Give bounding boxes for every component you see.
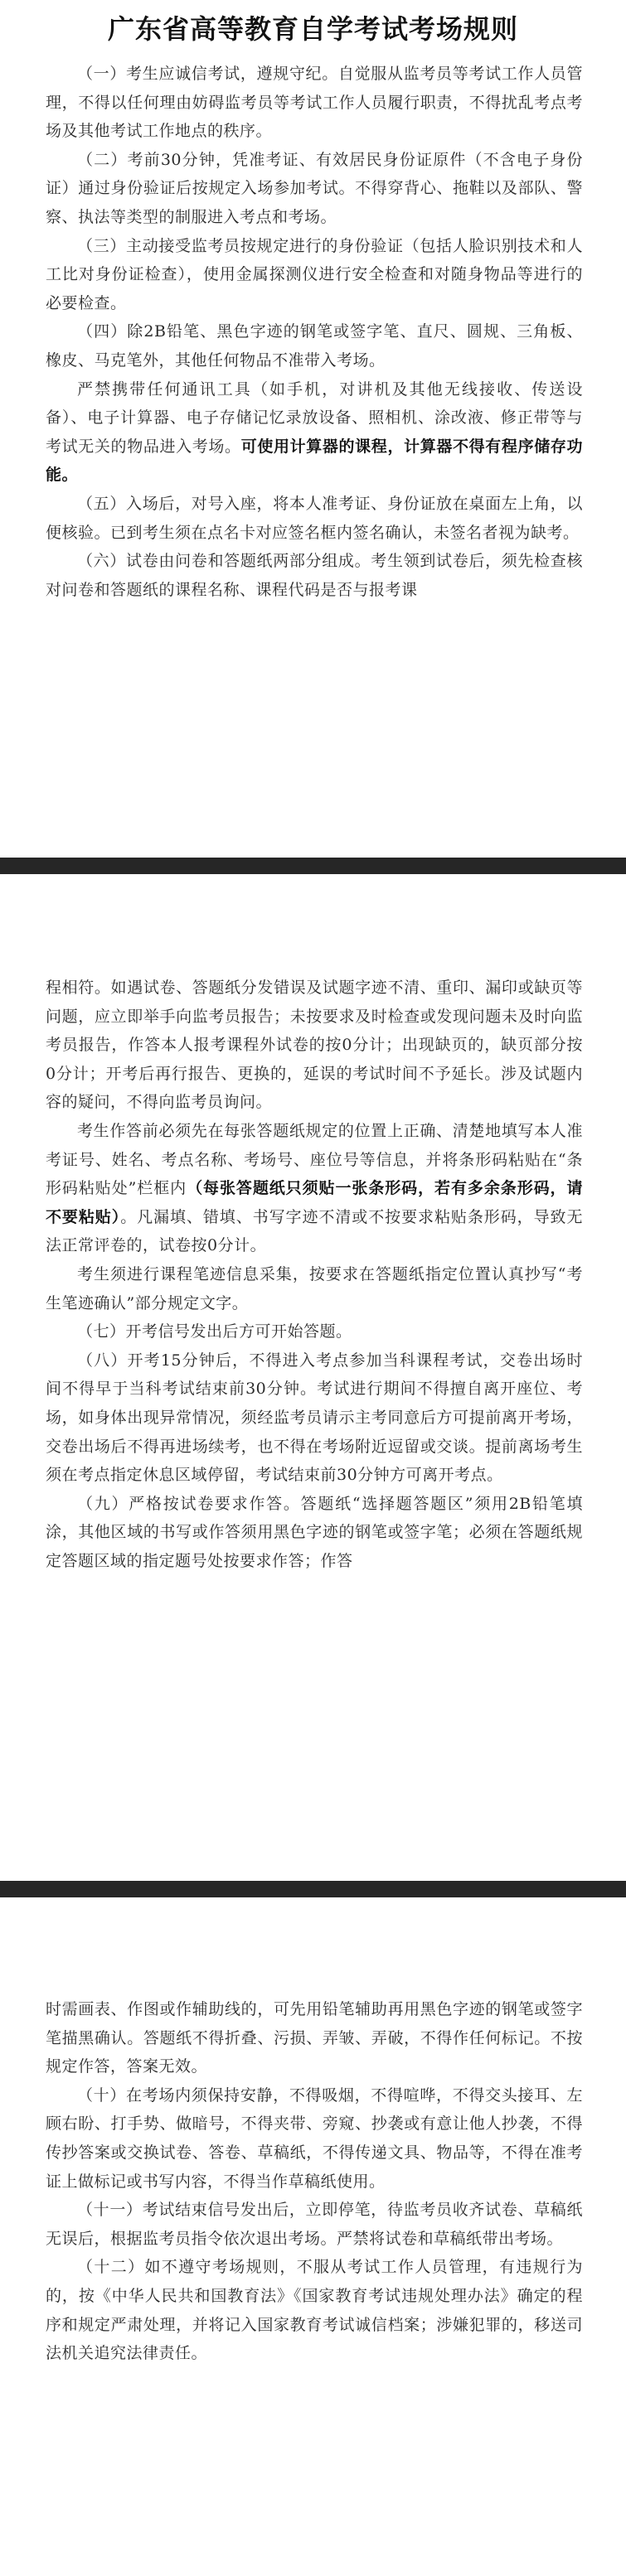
page-section-3 <box>0 1897 626 2576</box>
paragraph <box>46 1260 583 1317</box>
paragraph <box>46 2253 583 2367</box>
page-section-2 <box>0 874 626 1881</box>
paragraph <box>46 1346 583 1490</box>
paragraph <box>46 232 583 318</box>
text-run: （三）主动接受监考员按规定进行的身份验证（包括人脸识别技术和人工比对身份证检查），使用金属探测仪进行安全检查和对随身物品等进行的必要检查。 <box>46 236 583 312</box>
page-divider <box>0 1881 626 1897</box>
paragraph <box>46 60 583 146</box>
text-run: （六）试卷由问卷和答题纸两部分组成。考生领到试卷后，须先检查核对问卷和答题纸的课程名称、课程代码是否与报考课 <box>46 552 583 599</box>
text-run: （一）考生应诚信考试，遵规守纪。自觉服从监考员等考试工作人员管理，不得以任何理由妨碍监考员等考试工作人员履行职责，不得扰乱考点考场及其他考试工作地点的秩序。 <box>46 65 583 141</box>
text-run: （八）开考15分钟后，不得进入考点参加当科课程考试，交卷出场时间不得早于当科考试结束前30分钟。考试进行期间不得擅自离开座位、考场，如身体出现异常情况，须经监考员请示主考同意后方可提前离开考场，交卷出场后不得再进场续考，也不得在考场附近逗留或交谈。提前离场考生须在考点指定休息区域停留，考试结束前30分钟方可离开考点。 <box>46 1351 583 1485</box>
text-run: （五）入场后，对号入座，将本人准考证、身份证放在桌面左上角，以便核验。已到考生须在点名卡对应签名框内签名确认，未签名者视为缺考。 <box>46 494 583 542</box>
text-run: 。凡漏填、错填、书写字迹不清或不按要求粘贴条形码，导致无法正常评卷的，试卷按0分计。 <box>46 1207 583 1255</box>
paragraph <box>46 490 583 547</box>
text-run: （十一）考试结束信号发出后，立即停笔，待监考员收齐试卷、草稿纸无误后，根据监考员指令依次退出考场。严禁将试卷和草稿纸带出考场。 <box>46 2201 583 2248</box>
text-run: 时需画表、作图或作辅助线的，可先用铅笔辅助再用黑色字迹的钢笔或签字笔描黑确认。答题纸不得折叠、污损、弄皱、弄破，不得作任何标记。不按规定作答，答案无效。 <box>46 2000 583 2076</box>
paragraph <box>46 547 583 604</box>
paragraph <box>46 1317 583 1346</box>
section-2-body <box>46 974 583 1575</box>
text-run: （二）考前30分钟，凭准考证、有效居民身份证原件（不含电子身份证）通过身份验证后按规定入场参加考试。不得穿背心、拖鞋以及部队、警察、执法等类型的制服进入考点和考场。 <box>46 150 583 226</box>
paragraph <box>46 1490 583 1576</box>
paragraph <box>46 2081 583 2196</box>
paragraph <box>46 375 583 490</box>
document-title: 广东省高等教育自学考试考场规则 <box>107 13 518 45</box>
page-section-1 <box>0 0 626 858</box>
section-3-body <box>46 1995 583 2368</box>
paragraph <box>46 1117 583 1260</box>
section-1-body <box>46 60 583 604</box>
text-run: （四）除2B铅笔、黑色字迹的钢笔或签字笔、直尺、圆规、三角板、橡皮、马克笔外，其他任何物品不准带入考场。 <box>46 322 583 370</box>
page-divider <box>0 858 626 874</box>
paragraph <box>46 146 583 232</box>
text-run: 考生作答前必须先在每张答题纸规定的位置上正确、清楚地填写本人准考证号、姓名、考点名称、考场号、座位号等信息，并将条形码粘贴在“条形码粘贴处”栏框内 <box>46 1121 583 1198</box>
text-run: （七）开考信号发出后方可开始答题。 <box>77 1322 352 1341</box>
paragraph <box>46 974 583 1117</box>
text-run: 考生须进行课程笔迹信息采集，按要求在答题纸指定位置认真抄写“考生笔迹确认”部分规定文字。 <box>46 1264 583 1312</box>
paragraph <box>46 2196 583 2253</box>
paragraph <box>46 1995 583 2081</box>
text-run: 严禁携带任何通讯工具（如手机，对讲机及其他无线接收、传送设备）、电子计算器、电子存储记忆录放设备、照相机、涂改液、修正带等与考试无关的物品进入考场。 <box>46 379 583 456</box>
text-run: 程相符。如遇试卷、答题纸分发错误及试题字迹不清、重印、漏印或缺页等问题，应立即举手向监考员报告；未按要求及时检查或发现问题未及时向监考员报告，作答本人报考课程外试卷的按0分计；出现缺页的，缺页部分按0分计；开考后再行报告、更换的，延误的考试时间不予延长。涉及试题内容的疑问，不得向监考员询问。 <box>46 979 583 1112</box>
bold-text-run: 可使用计算器的课程，计算器不得有程序储存功能。 <box>46 437 583 485</box>
paragraph <box>46 317 583 375</box>
text-run: （十二）如不遵守考场规则，不服从考试工作人员管理，有违规行为的，按《中华人民共和国教育法》《国家教育考试违规处理办法》确定的程序和规定严肃处理，并将记入国家教育考试诚信档案；涉嫌犯罪的，移送司法机关追究法律责任。 <box>46 2258 583 2363</box>
text-run: （九）严格按试卷要求作答。答题纸“选择题答题区”须用2B铅笔填涂，其他区域的书写或作答须用黑色字迹的钢笔或签字笔；必须在答题纸规定答题区域的指定题号处按要求作答；作答 <box>46 1494 583 1570</box>
text-run: （十）在考场内须保持安静，不得吸烟，不得喧哗，不得交头接耳、左顾右盼、打手势、做暗号，不得夹带、旁窥、抄袭或有意让他人抄袭，不得传抄答案或交换试卷、答卷、草稿纸，不得传递文具、物品等，不得在准考证上做标记或书写内容，不得当作草稿纸使用。 <box>46 2085 583 2191</box>
bold-text-run: （每张答题纸只须贴一张条形码，若有多余条形码，请不要粘贴） <box>46 1179 583 1226</box>
